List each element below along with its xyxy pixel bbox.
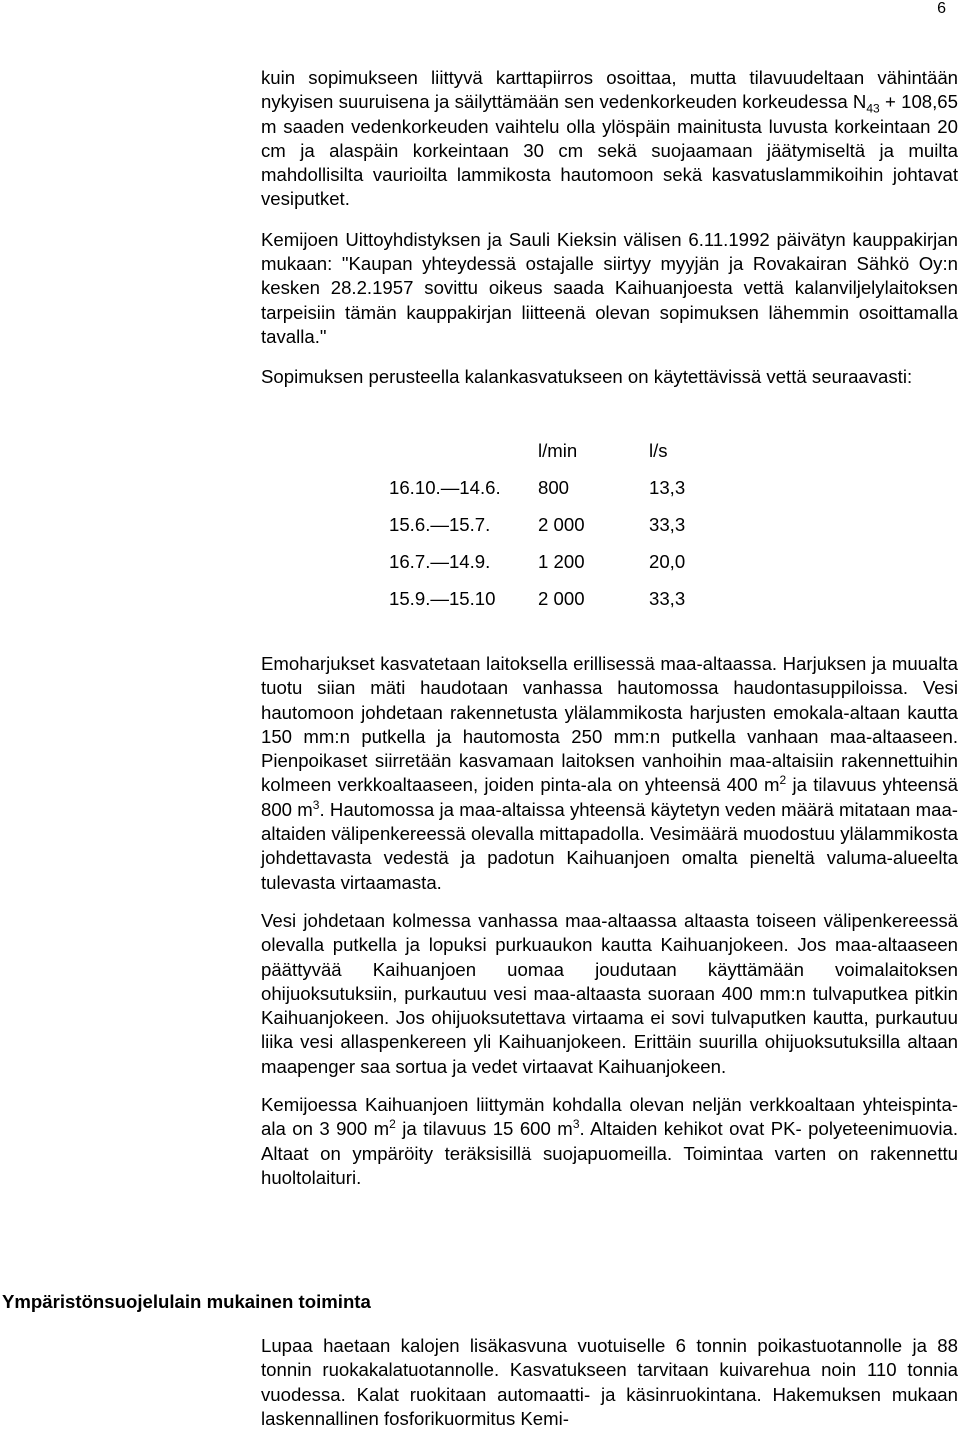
- section-1: [261, 66, 958, 390]
- section-3: [261, 1334, 958, 1431]
- page-number: 6: [937, 0, 946, 17]
- table-header-row: [389, 432, 709, 469]
- section-heading: Ympäristönsuojelulain mukainen toiminta: [2, 1291, 371, 1312]
- table-row: [389, 469, 709, 506]
- section-2: [261, 652, 958, 1190]
- superscript-3: 3: [312, 797, 320, 812]
- table-header-period: [389, 432, 538, 469]
- table-cell-ls: 33,3: [649, 513, 686, 535]
- table-cell-ls: 20,0: [649, 550, 686, 572]
- subscript-43: 43: [866, 102, 880, 117]
- table-cell-lmin: 2 000: [538, 513, 585, 535]
- superscript-3: 3: [572, 1117, 580, 1132]
- paragraph-lupaa-haetaan: Lupaa haetaan kalojen lisäkasvuna vuotuiselle 6 tonnin poikastuotannolle ja 88 tonnin ruokakalatuotannolle. Kasvatukseen tarvitaan kuivarehua noin 110 tonnia vuodessa. Kalat ruokitaan automaatti- ja käsinruokintana. Hakemuksen mukaan laskennallinen fosforikuormitus Kemi-: [261, 1335, 958, 1429]
- table-cell-lmin: 2 000: [538, 587, 585, 609]
- table-cell-period: 15.9.—15.10: [389, 587, 496, 609]
- table-header-lmin: l/min: [538, 439, 578, 461]
- table-cell-ls: 13,3: [649, 476, 686, 498]
- table-cell-period: 15.6.—15.7.: [389, 513, 491, 535]
- paragraph-kemijoessa: Kemijoessa Kaihuanjoen liittymän kohdalla olevan neljän verkkoaltaan yhteispinta-ala on 3 900 $m^2$ ja tilavuus 15 600 $m^3$. Altaiden kehikot ovat PK- polyeteenimuovia. Altaat on ympäröity teräksisillä suojapuomeilla. Toimintaa varten on rakennettu huoltolaituri.: [261, 1094, 959, 1188]
- table-cell-period: 16.10.—14.6.: [389, 476, 501, 498]
- paragraph-water-level: kuin sopimukseen liittyvä karttapiirros osoittaa, mutta tilavuudeltaan vähintään nykyisen suuruisena ja säilyttämään sen vedenkorkeuden korkeudessa $N_{43} + 108,65$ m saaden vedenkorkeuden vaihtelu olla ylöspäin mainitusta luvusta korkeintaan 20 cm ja alaspäin korkeintaan 30 cm sekä suojaamaan jäätymiseltä ja muilta mahdollisilta vaurioilta lammikosta hautomoon sekä kasvatuslammikoihin johtavat vesiputket.: [261, 67, 958, 210]
- table-cell-ls: 33,3: [649, 587, 686, 609]
- table-cell-period: 16.7.—14.9.: [389, 550, 491, 572]
- table-header-ls: l/s: [649, 439, 668, 461]
- superscript-2: 2: [389, 1117, 396, 1132]
- table-row: [389, 506, 709, 543]
- water-flow-table: [389, 432, 709, 617]
- table-row: [389, 543, 709, 580]
- paragraph-sopimus: Sopimuksen perusteella kalankasvatukseen on käytettävissä vettä seuraavasti:: [261, 366, 913, 388]
- table-row: [389, 580, 709, 617]
- superscript-2: 2: [779, 773, 787, 788]
- table-cell-lmin: 1 200: [538, 550, 585, 572]
- paragraph-emoharjukset: Emoharjukset kasvatetaan laitoksella erillisessä maa-altaassa. Harjuksen ja muualta tuotu siian mäti haudotaan vanhassa hautomossa haudontasuppiloissa. Vesi hautomoon johdetaan rakennetusta ylälammikosta harjusten emokala-altaan kautta 150 mm:n putkella ja hautomosta 250 mm:n putkella vanhaan maa-altaaseen. Pienpoikaset siirretään kasvamaan laitoksen vanhoihin maa-altaisiin rakennettuihin kolmeen verkkoaltaaseen, joiden pinta-ala on yhteensä 400 $m^2$ ja tilavuus yhteensä 800 $m^3$. Hautomossa ja maa-altaissa yhteensä käytetyn veden määrä mitataan maa-altaiden välipenkereessä olevalla mittapadolla. Vesimäärä muodostuu ylälammikosta johdettavasta vedestä ja padotun Kaihuanjoen omalta pieneltä valuma-alueelta tulevasta virtaamasta.: [261, 653, 958, 893]
- paragraph-kauppakirja: Kemijoen Uittoyhdistyksen ja Sauli Kieksin välisen 6.11.1992 päivätyn kauppakirjan mukaan: "Kaupan yhteydessä ostajalle siirtyy myyjän ja Rovakairan Sähkö Oy:n kesken 28.2.1957 sovittu oikeus saada Kaihuanjoesta vettä kalanviljelylaitoksen tarpeisiin tämän kauppakirjan liitteenä olevan sopimuksen lähemmin osoittamalla tavalla.": [261, 228, 958, 347]
- paragraph-vesi-johdetaan: Vesi johdetaan kolmessa vanhassa maa-altaassa altaasta toiseen välipenkereessä olevalla putkella ja lopuksi purkuaukon kautta Kaihuanjokeen. Jos maa-altaaseen päättyvää Kaihuanjoen uomaa joudutaan käyttämään voimalaitoksen ohijuoksutuksiin, purkautuu vesi maa-altaasta suoraan 400 mm:n tulvaputkea pitkin Kaihuanjokeen. Jos ohijuoksutettava virtaama ei sovi tulvaputken kautta, purkautuu liika vesi allaspenkereen yli Kaihuanjokeen. Erittäin suurilla ohijuoksutuksilla altaan maapenger saa sortua ja vedet virtaavat Kaihuanjokeen.: [261, 909, 958, 1077]
- table-cell-lmin: 800: [538, 476, 570, 498]
